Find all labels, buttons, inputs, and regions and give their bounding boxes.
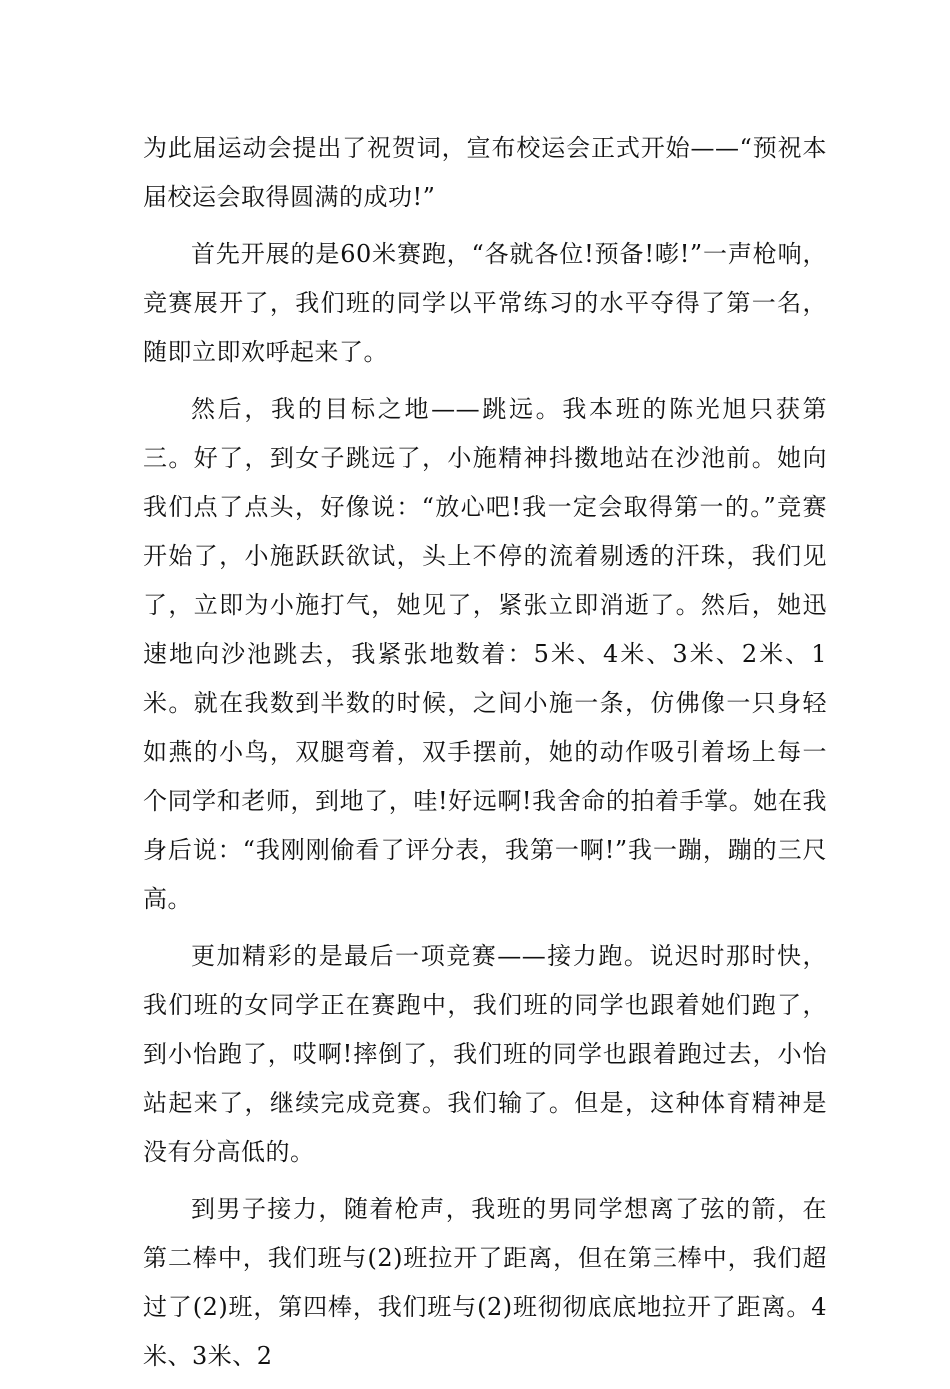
document-body (143, 124, 827, 1389)
paragraph-1: 为此届运动会提出了祝贺词，宣布校运会正式开始——“预祝本届校运会取得圆满的成功!” (143, 134, 827, 211)
paragraph-4: 更加精彩的是最后一项竞赛——接力跑。说迟时那时快，我们班的女同学正在赛跑中，我们班的同学也跟着她们跑了，到小怡跑了，哎啊!摔倒了，我们班的同学也跟着跑过去，小怡站起来了，继续完成竞赛。我们输了。但是，这种体育精神是没有分高低的。 (143, 942, 827, 1166)
paragraph-3: 然后，我的目标之地——跳远。我本班的陈光旭只获第三。好了，到女子跳远了，小施精神抖擞地站在沙池前。她向我们点了点头，好像说：“放心吧!我一定会取得第一的。”竞赛开始了，小施跃跃欲试，头上不停的流着剔透的汗珠，我们见了，立即为小施打气，她见了，紧张立即消逝了。然后，她迅速地向沙池跳去，我紧张地数着：5米、4米、3米、2米、1米。就在我数到半数的时候，之间小施一条，仿佛像一只身轻如燕的小鸟，双腿弯着，双手摆前，她的动作吸引着场上每一个同学和老师，到地了，哇!好远啊!我舍命的拍着手掌。她在我身后说：“我刚刚偷看了评分表，我第一啊!”我一蹦，蹦的三尺高。 (143, 395, 827, 913)
paragraph-5: 到男子接力，随着枪声，我班的男同学想离了弦的箭，在第二棒中，我们班与(2)班拉开了距离，但在第三棒中，我们超过了(2)班，第四棒，我们班与(2)班彻彻底底地拉开了距离。4米、3米、2 (143, 1195, 827, 1370)
paragraph-2: 首先开展的是60米赛跑，“各就各位!预备!嘭!”一声枪响，竞赛展开了，我们班的同学以平常练习的水平夺得了第一名，随即立即欢呼起来了。 (143, 240, 827, 366)
